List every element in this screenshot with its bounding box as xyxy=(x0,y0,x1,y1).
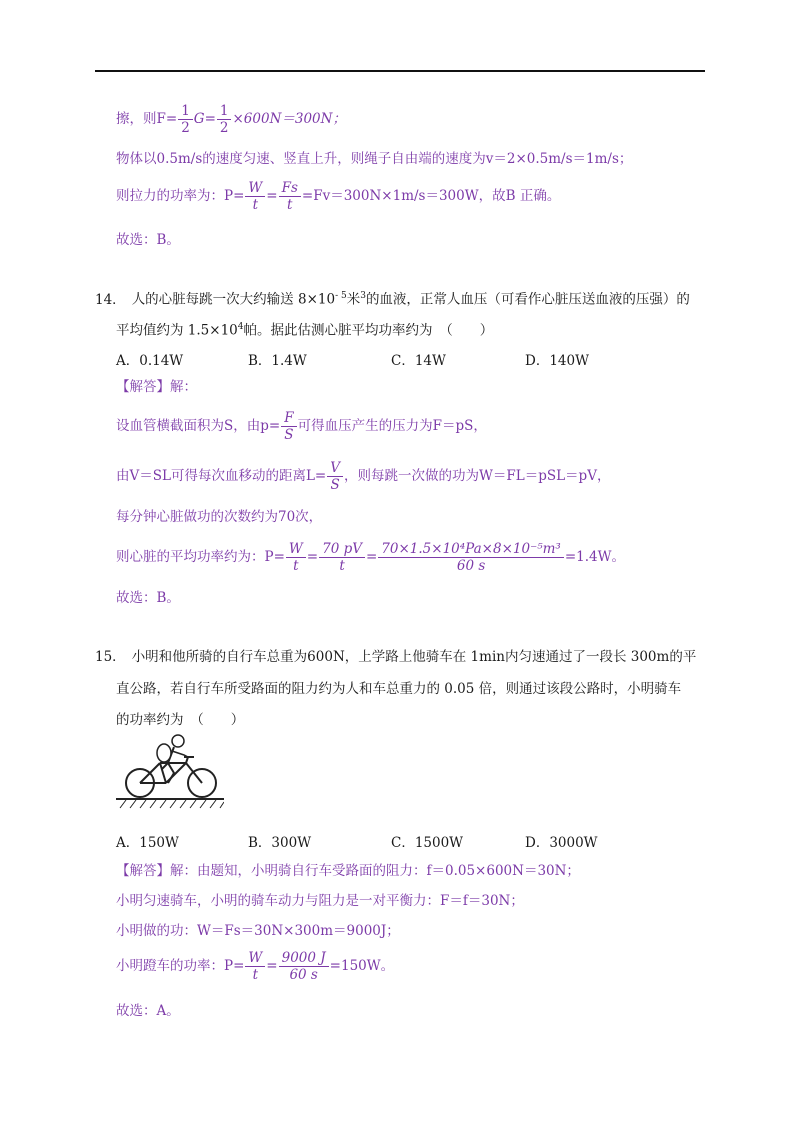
prev-solution-line-3: 则拉力的功率为：P= $\frac{W}{t}$ = $\frac{Fs}{t}$ =Fv＝300N×1m/s＝300W，故B 正确。 xyxy=(116,180,561,213)
prev-solution-line-1: 擦，则F= $\frac{1}{2}$ G= $\frac{1}{2}$ ×600N＝300N； xyxy=(116,103,346,136)
q15-option-a: A．150W xyxy=(116,835,179,851)
q15-solution-line-2: 小明匀速骑车，小明的骑车动力与阻力是一对平衡力：F＝f＝30N； xyxy=(116,893,524,909)
prev-answer: 故选：B。 xyxy=(116,232,180,248)
q15-answer: 故选：A。 xyxy=(116,1003,180,1019)
q14-line-2: 平均值约为 $1.5\times 10^4$帕。据此估测心脏平均功率约为 （ ） xyxy=(116,322,494,339)
q14-option-a: A．0.14W xyxy=(116,353,184,369)
q15-solution-line-4: 小明蹬车的功率：P= $\frac{W}{t}$ = $\frac{9000 J}{60 s}$ =150W。 xyxy=(116,950,395,983)
q14-solution-line-4: 则心脏的平均功率约为：P= $\frac{W}{t}$ = $\frac{70 pV}{t}$ = $\frac{\text{70×1.5×10⁴Pa×8×10⁻⁵m³}}{60 s}$ =1.4W。 xyxy=(116,541,625,574)
cyclist-illustration xyxy=(116,733,224,809)
q15-option-d: D．3000W xyxy=(525,835,598,851)
q14-option-d: D．140W xyxy=(525,353,589,369)
q14-solution-line-1: 设血管横截面积为S，由p= $\frac{F}{S}$ 可得血压产生的压力为F＝pS， xyxy=(116,410,487,443)
q15-line-2: 直公路，若自行车所受路面的阻力约为人和车总重力的 0.05 倍，则通过该段公路时，小明骑车 xyxy=(116,681,682,697)
q14-solution-head: 【解答】解： xyxy=(116,379,197,395)
q14-solution-line-3: 每分钟心脏做功的次数约为70次， xyxy=(116,509,323,525)
q14-answer: 故选：B。 xyxy=(116,590,180,606)
q14-line-1: 14． 人的心脏每跳一次大约输送 $8\times 10^{- 5}$米$^3$的血液，正常人血压（可看作心脏压送血液的压强）的 xyxy=(95,291,690,308)
q14-option-b: B．1.4W xyxy=(248,353,307,369)
q15-line-3: 的功率约为 （ ） xyxy=(116,712,245,728)
q15-option-b: B．300W xyxy=(248,835,312,851)
q15-solution-line-3: 小明做的功：W＝Fs＝30N×300m＝9000J； xyxy=(116,923,400,939)
header-rule xyxy=(95,70,705,72)
q15-solution-line-1: 【解答】解：由题知，小明骑自行车受路面的阻力：f＝0.05×600N＝30N； xyxy=(116,863,580,879)
q15-line-1: 15． 小明和他所骑的自行车总重为600N，上学路上他骑车在 1min内匀速通过了一段长 300m的平 xyxy=(95,649,697,665)
q14-solution-line-2: 由V＝SL可得每次血移动的距离L= $\frac{V}{S}$ ，则每跳一次做的功为W＝FL＝pSL＝pV， xyxy=(116,460,611,493)
q15-option-c: C．1500W xyxy=(391,835,464,851)
q14-option-c: C．14W xyxy=(391,353,446,369)
prev-solution-line-2: 物体以0.5m/s的速度匀速、竖直上升，则绳子自由端的速度为v＝2×0.5m/s＝1m/s； xyxy=(116,151,633,167)
